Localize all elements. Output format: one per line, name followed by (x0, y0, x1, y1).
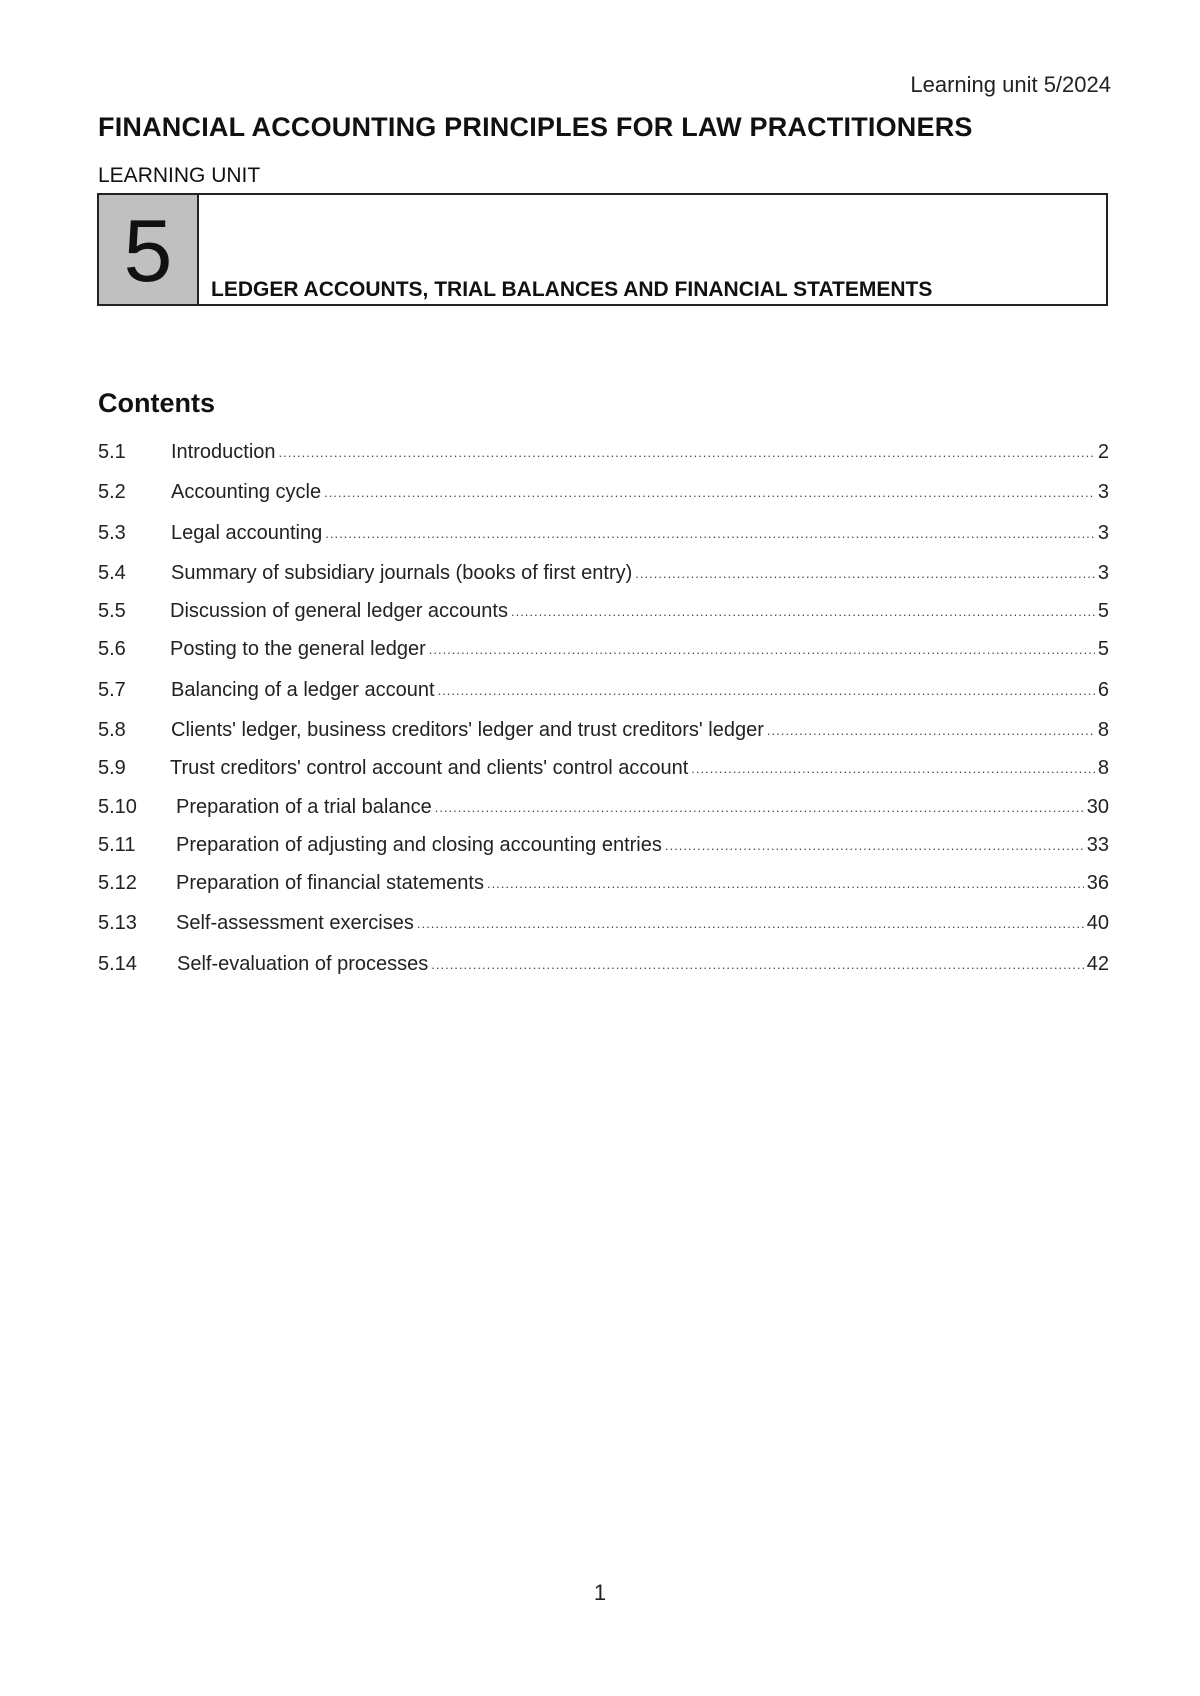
toc-leader-dots (431, 950, 1084, 970)
toc-entry-number: 5.11 (98, 834, 136, 856)
toc-entry-label: Clients' ledger, business creditors' ledger and trust creditors' ledger (171, 719, 764, 741)
toc-entry-number: 5.6 (98, 638, 126, 660)
toc-leader-dots (767, 716, 1095, 736)
toc-entry-number: 5.9 (98, 757, 126, 779)
toc-entry-page: 33 (1086, 834, 1109, 856)
toc-entry[interactable] (98, 716, 1109, 742)
toc-entry-label: Preparation of adjusting and closing accounting entries (176, 834, 662, 856)
toc-leader-dots (417, 909, 1084, 929)
page-number: 1 (593, 1580, 607, 1605)
toc-entry-page: 3 (1097, 562, 1109, 584)
unit-title: LEDGER ACCOUNTS, TRIAL BALANCES AND FINANCIAL STATEMENTS (211, 278, 933, 301)
toc-entry-number: 5.13 (98, 912, 137, 934)
toc-leader-dots (635, 559, 1095, 579)
toc-entry-page: 3 (1097, 522, 1109, 544)
toc-entry-number: 5.8 (98, 719, 126, 741)
toc-leader-dots (435, 793, 1084, 813)
toc-entry-page: 2 (1097, 441, 1109, 463)
toc-entry[interactable] (98, 559, 1109, 585)
contents-heading: Contents (98, 388, 215, 418)
toc-leader-dots (438, 676, 1095, 696)
learning-unit-label: LEARNING UNIT (98, 164, 261, 187)
toc-entry-label: Discussion of general ledger accounts (170, 600, 508, 622)
toc-leader-dots (665, 831, 1084, 851)
toc-entry-label: Trust creditors' control account and clients' control account (170, 757, 689, 779)
unit-number: 5 (123, 200, 173, 300)
toc-entry-number: 5.4 (98, 562, 126, 584)
toc-entry-page: 42 (1086, 953, 1109, 975)
toc-entry-label: Accounting cycle (171, 481, 322, 503)
toc-entry-label: Preparation of a trial balance (176, 796, 432, 818)
toc-entry[interactable] (98, 519, 1109, 545)
toc-leader-dots (487, 869, 1084, 889)
toc-entry-page: 8 (1097, 719, 1109, 741)
toc-entry-page: 36 (1086, 872, 1109, 894)
toc-entry-number: 5.7 (98, 679, 126, 701)
toc-entry-number: 5.2 (98, 481, 126, 503)
learning-unit-box (97, 193, 1108, 306)
toc-entry[interactable] (98, 438, 1109, 464)
toc-entry-number: 5.14 (98, 953, 137, 975)
toc-entry[interactable] (98, 950, 1109, 976)
toc-entry-label: Self-evaluation of processes (177, 953, 429, 975)
toc-entry[interactable] (98, 754, 1109, 780)
toc-entry[interactable] (98, 869, 1109, 895)
toc-entry-label: Legal accounting (171, 522, 323, 544)
toc-entry[interactable] (98, 909, 1109, 935)
toc-entry-label: Self-assessment exercises (176, 912, 414, 934)
toc-entry-label: Summary of subsidiary journals (books of first entry) (171, 562, 633, 584)
toc-entry-number: 5.12 (98, 872, 137, 894)
toc-entry-page: 40 (1086, 912, 1109, 934)
toc-leader-dots (324, 478, 1095, 498)
toc-leader-dots (691, 754, 1095, 774)
toc-entry[interactable] (98, 676, 1109, 702)
toc-leader-dots (511, 597, 1095, 617)
unit-title-cell (199, 195, 1106, 304)
toc-entry-page: 3 (1097, 481, 1109, 503)
toc-entry-label: Balancing of a ledger account (171, 679, 435, 701)
toc-leader-dots (429, 635, 1095, 655)
toc-entry-number: 5.1 (98, 441, 126, 463)
toc-entry-page: 5 (1097, 638, 1109, 660)
toc-entry[interactable] (98, 635, 1109, 661)
toc-leader-dots (325, 519, 1095, 539)
unit-number-cell (99, 195, 199, 304)
document-title: FINANCIAL ACCOUNTING PRINCIPLES FOR LAW PRACTITIONERS (98, 112, 973, 142)
toc-entry-page: 5 (1097, 600, 1109, 622)
running-header: Learning unit 5/2024 (910, 72, 1111, 97)
toc-entry-number: 5.3 (98, 522, 126, 544)
toc-entry-label: Preparation of financial statements (176, 872, 484, 894)
toc-entry-page: 30 (1086, 796, 1109, 818)
toc-entry-page: 8 (1097, 757, 1109, 779)
toc-leader-dots (279, 438, 1095, 458)
toc-entry-page: 6 (1097, 679, 1109, 701)
toc-entry-label: Posting to the general ledger (170, 638, 426, 660)
toc-entry[interactable] (98, 597, 1109, 623)
toc-entry-label: Introduction (171, 441, 276, 463)
toc-entry-number: 5.10 (98, 796, 137, 818)
toc-entry[interactable] (98, 478, 1109, 504)
toc-entry[interactable] (98, 831, 1109, 857)
toc-entry[interactable] (98, 793, 1109, 819)
toc-entry-number: 5.5 (98, 600, 126, 622)
